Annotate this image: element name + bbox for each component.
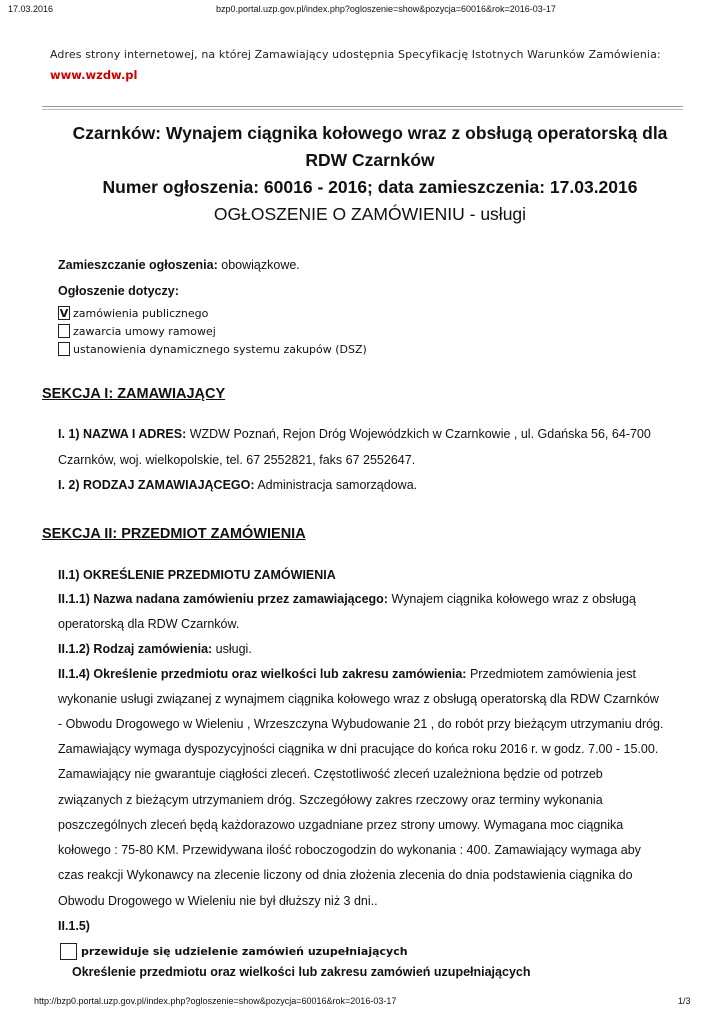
scope-line: - Obwodu Drogowego w Wieleniu , Wrzeszczyna Wybudowanie 21 , do robót przy bieżącym utrzymaniu dróg. bbox=[58, 717, 664, 731]
siwz-website-link[interactable]: www.wzdw.pl bbox=[50, 68, 138, 82]
scope-value: Przedmiotem zamówienia jest bbox=[466, 667, 636, 681]
print-header-url: bzp0.portal.uzp.gov.pl/index.php?ogloszenie=show&pozycja=60016&rok=2016-03-17 bbox=[216, 4, 556, 14]
supplementary-label: przewiduje się udzielenie zamówień uzupełniających bbox=[81, 944, 408, 958]
checkbox-dps bbox=[58, 342, 70, 356]
authority-type-label: I. 2) RODZAJ ZAMAWIAJĄCEGO: bbox=[58, 478, 255, 492]
notice-number: Numer ogłoszenia: 60016 - 2016; data zamieszczenia: 17.03.2016 bbox=[102, 177, 638, 197]
contract-name-continuation: operatorską dla RDW Czarnków. bbox=[58, 617, 240, 631]
contract-name-label: II.1.1) Nazwa nadana zamówieniu przez zamawiającego: bbox=[58, 592, 388, 606]
scope-line: Zamawiający nie gwarantuje ciągłości zleceń. Częstotliwość zleceń uzależniona będzie od potrzeb bbox=[58, 767, 603, 781]
scope-line: czas reakcji Wykonawcy na zlecenie liczony od dnia złożenia zlecenia do dnia podstawienia ciągnika do bbox=[58, 868, 633, 882]
checkbox-supplementary bbox=[60, 943, 77, 960]
contract-kind-label: II.1.2) Rodzaj zamówienia: bbox=[58, 642, 213, 656]
scope-line: wykonanie usługi związanej z wynajmem ciągnika kołowego wraz z obsługą operatorską dla RDW Czarnków bbox=[58, 692, 659, 706]
authority-type-value: Administracja samorządowa. bbox=[254, 478, 418, 492]
subject-heading: II.1) OKREŚLENIE PRZEDMIOTU ZAMÓWIENIA bbox=[58, 568, 336, 582]
print-date: 17.03.2016 bbox=[8, 4, 54, 14]
mandatory-label: Zamieszczanie ogłoszenia: bbox=[58, 258, 218, 272]
section-1-heading: SEKCJA I: ZAMAWIAJĄCY bbox=[42, 386, 226, 402]
supplementary-scope-label: Określenie przedmiotu oraz wielkości lub zakresu zamówień uzupełniających bbox=[72, 965, 531, 979]
address-value: WZDW Poznań, Rejon Dróg Wojewódzkich w Czarnkowie , ul. Gdańska 56, 64-700 bbox=[186, 427, 651, 441]
scope-row bbox=[58, 667, 636, 681]
authority-type-row bbox=[58, 478, 417, 492]
option-label: zamówienia publicznego bbox=[73, 306, 209, 320]
option-public-contract bbox=[58, 305, 208, 321]
siwz-intro-text: Adres strony internetowej, na której Zamawiający udostępnia Specyfikację Istotnych Warunków Zamówienia: bbox=[50, 48, 661, 61]
address-label: I. 1) NAZWA I ADRES: bbox=[58, 427, 187, 441]
notice-title-line1: Czarnków: Wynajem ciągnika kołowego wraz z obsługą operatorską dla bbox=[72, 123, 668, 143]
option-label: ustanowienia dynamicznego systemu zakupów (DSZ) bbox=[73, 342, 367, 356]
scope-line: Zamawiający wymaga dyspozycyjności ciągnika w dni pracujące do końca roku 2016 r. w godz. 7.00 - 15.00. bbox=[58, 742, 659, 756]
mandatory-value: obowiązkowe. bbox=[217, 258, 300, 272]
contract-kind-row bbox=[58, 642, 252, 656]
address-continuation: Czarnków, woj. wielkopolskie, tel. 67 2552821, faks 67 2552647. bbox=[58, 453, 416, 467]
scope-line: poszczególnych zleceń będą każdorazowo uzgadniane przez strony umowy. Wymagana moc ciągnika bbox=[58, 818, 624, 832]
scope-line: kołowego : 75-80 KM. Przewidywana ilość roboczogodzin do wykonania : 400. Zamawiający wymaga aby bbox=[58, 843, 641, 857]
scope-line: związanych z bieżącym utrzymaniem dróg. Szczegółowy zakres rzeczowy oraz terminy wykonania bbox=[58, 793, 603, 807]
checkbox-framework-agreement bbox=[58, 324, 70, 338]
page-number: 1/3 bbox=[678, 996, 691, 1006]
option-framework-agreement bbox=[58, 323, 216, 339]
contract-kind-value: usługi. bbox=[212, 642, 252, 656]
scope-line: Obwodu Drogowego w Wieleniu nie był dłuższy niż 3 dni.. bbox=[58, 894, 378, 908]
contract-name-value: Wynajem ciągnika kołowego wraz z obsługą bbox=[387, 592, 636, 606]
notice-type: OGŁOSZENIE O ZAMÓWIENIU - usługi bbox=[213, 204, 527, 224]
section-2-heading: SEKCJA II: PRZEDMIOT ZAMÓWIENIA bbox=[42, 526, 306, 542]
scope-label: II.1.4) Określenie przedmiotu oraz wielkości lub zakresu zamówienia: bbox=[58, 667, 467, 681]
option-supplementary bbox=[60, 942, 408, 960]
option-dps bbox=[58, 341, 367, 357]
mandatory-row bbox=[58, 258, 300, 272]
header-divider bbox=[42, 106, 683, 110]
notice-title-line2: RDW Czarnków bbox=[305, 150, 435, 170]
checkbox-public-contract: V bbox=[59, 306, 69, 320]
option-label: zawarcia umowy ramowej bbox=[73, 324, 216, 338]
supplementary-heading: II.1.5) bbox=[58, 919, 90, 933]
concerns-label: Ogłoszenie dotyczy: bbox=[58, 284, 179, 298]
contract-name-row bbox=[58, 592, 636, 606]
print-footer-url: http://bzp0.portal.uzp.gov.pl/index.php?ogloszenie=show&pozycja=60016&rok=2016-03-17 bbox=[34, 996, 397, 1006]
contracting-authority-address bbox=[58, 427, 651, 441]
